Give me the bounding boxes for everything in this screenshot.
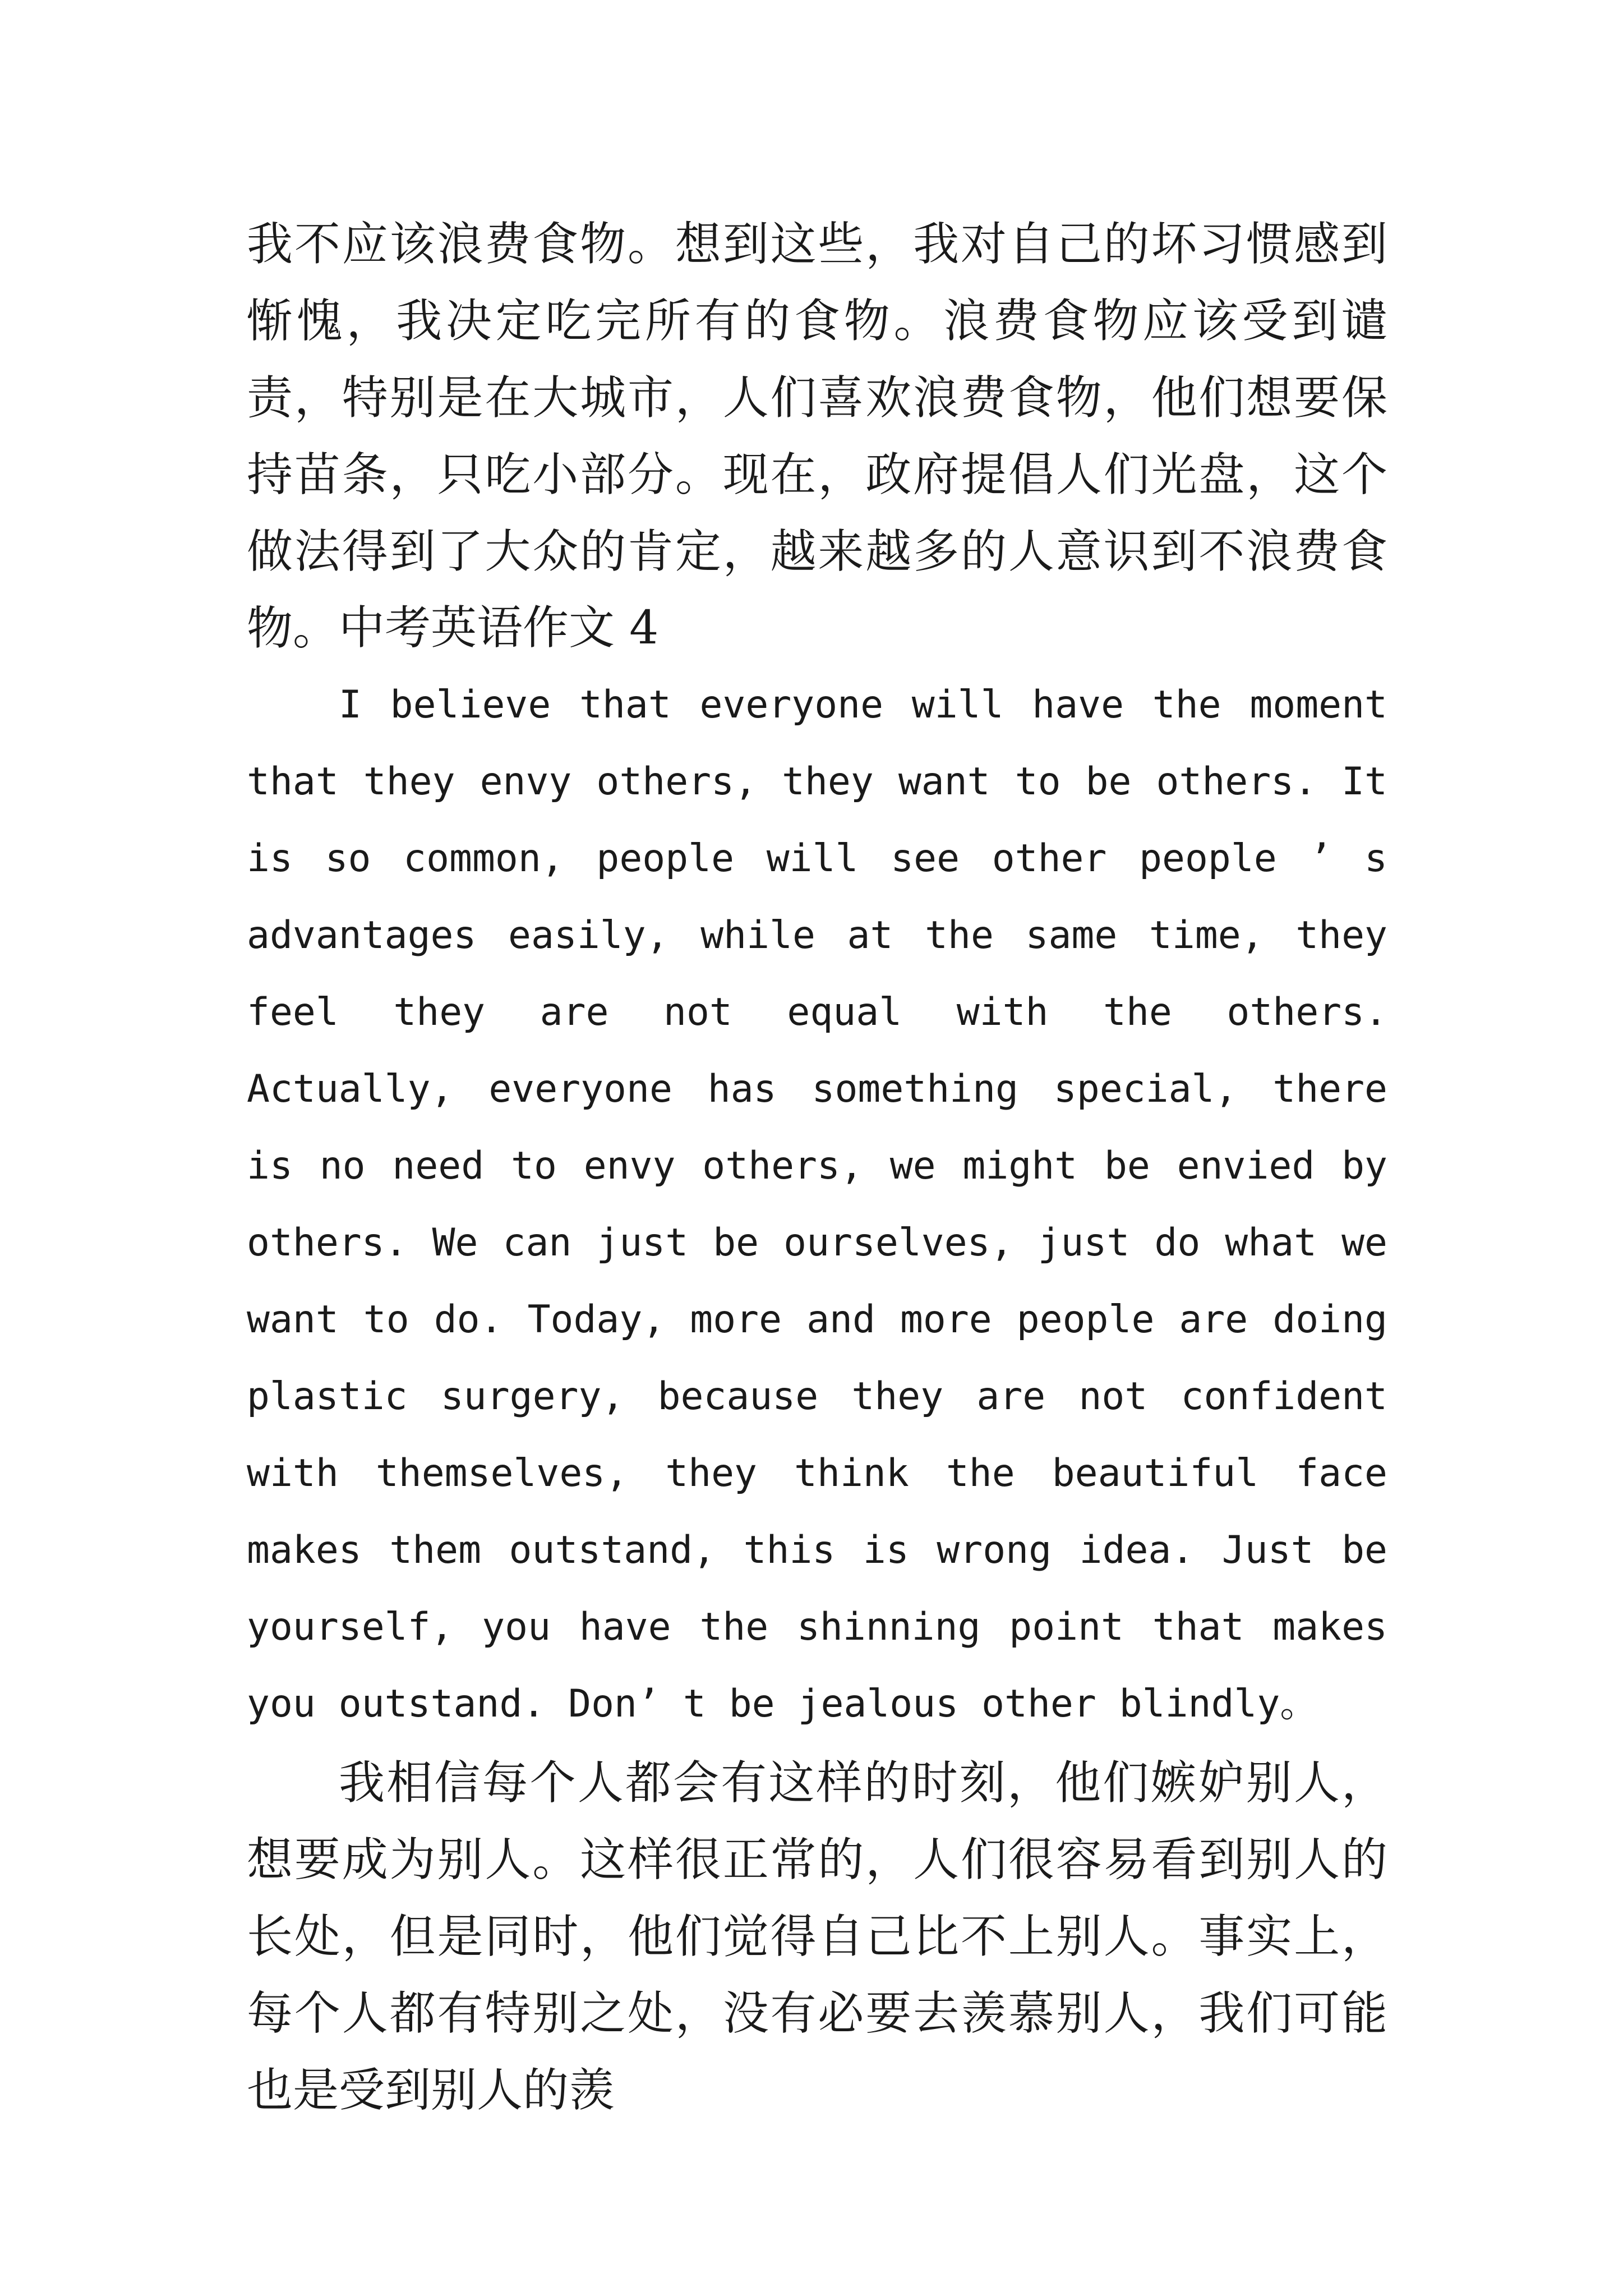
- paragraph-chinese-continuation: 我不应该浪费食物。想到这些，我对自己的坏习惯感到惭愧，我决定吃完所有的食物。浪费食物应该受到谴责，特别是在大城市，人们喜欢浪费食物，他们想要保持苗条，只吃小部分。现在，政府提倡人们光盘，这个做法得到了大众的肯定，越来越多的人意识到不浪费食物。: [247, 218, 1387, 655]
- paragraph-english-essay: I believe that everyone will have the moment that they envy others, they want to be others. It is so common, people will see other people ’ s advantages easily, while at the same time, they feel they are not equal with the others. Actually, everyone has something special, there is no need to envy others, we might be envied by others. We can just be ourselves, just do what we want to do. Today, more and more people are doing plastic surgery, because they are not confident with themselves, they think the beautiful face makes them outstand, this is wrong idea. Just be yourself, you have the shinning point that makes you outstand. Don’ t be jealous other blindly。: [247, 683, 1387, 1726]
- section-heading: 中考英语作文 4: [339, 601, 659, 655]
- paragraph-chinese-translation: 我相信每个人都会有这样的时刻，他们嫉妒别人，想要成为别人。这样很正常的，人们很容易看到别人的长处，但是同时，他们觉得自己比不上别人。事实上，每个人都有特别之处，没有必要去羡慕别人，我们可能也是受到别人的羡: [247, 1756, 1387, 2117]
